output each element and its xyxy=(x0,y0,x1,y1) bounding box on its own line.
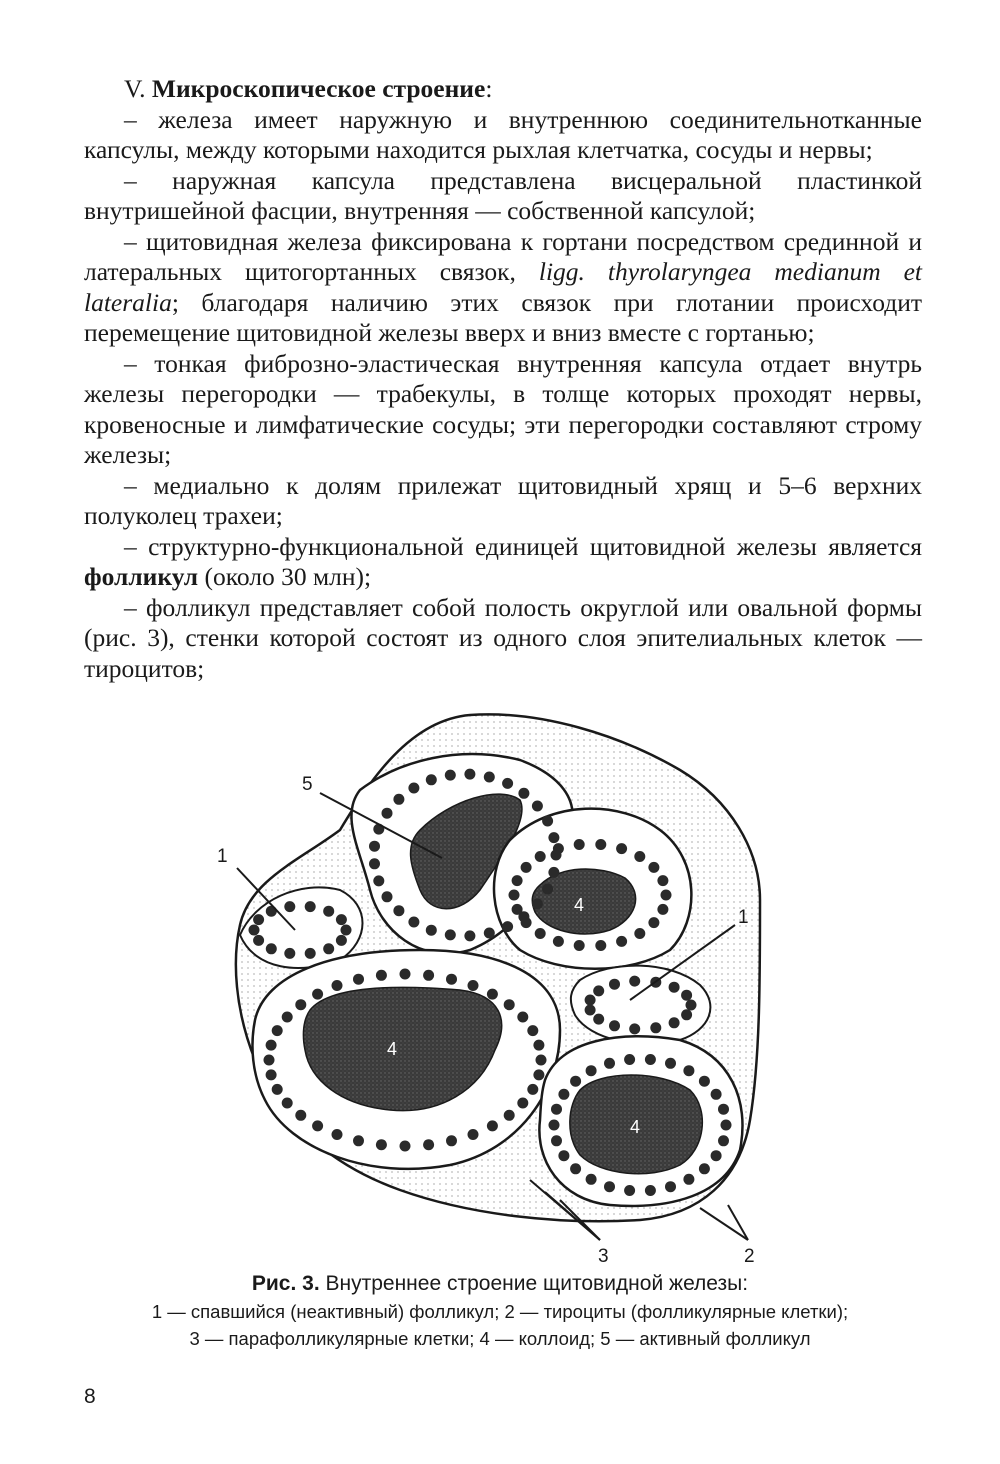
nucleus xyxy=(423,970,434,981)
nucleus xyxy=(312,1120,323,1131)
label-4-right: 4 xyxy=(630,1117,641,1137)
nucleus xyxy=(487,989,498,1000)
nucleus xyxy=(408,783,419,794)
nucleus xyxy=(509,890,520,901)
nucleus xyxy=(527,1025,538,1036)
nucleus xyxy=(593,985,604,996)
nucleus xyxy=(487,1120,498,1131)
nucleus xyxy=(616,936,627,947)
nucleus xyxy=(645,1185,656,1196)
nucleus xyxy=(609,979,620,990)
follicle-term: фолликул xyxy=(84,562,199,591)
nucleus xyxy=(585,1005,596,1016)
leader-2-a xyxy=(700,1208,748,1240)
caption-line-2: 3 — парафолликулярные клетки; 4 — коллоид; 5 — активный фолликул xyxy=(189,1328,811,1349)
nucleus xyxy=(536,1055,547,1066)
nucleus xyxy=(369,841,380,852)
nucleus xyxy=(249,925,260,936)
nucleus xyxy=(393,905,404,916)
nucleus xyxy=(502,921,513,932)
nucleus xyxy=(535,851,546,862)
nucleus xyxy=(634,928,645,939)
figure-caption xyxy=(40,1270,960,1352)
paragraph-6: – структурно-функциональной единицей щитовидной железы является фолликул (около 30 млн); xyxy=(84,531,922,591)
nucleus xyxy=(468,980,479,991)
nucleus xyxy=(535,928,546,939)
nucleus xyxy=(382,891,393,902)
paragraph-3: – щитовидная железа фиксирована к гортани посредством срединной и латеральных щитогортанных связок, ligg. thyrolaryngea medianum et lateralia; благодаря наличию этих связок при глотании происходит перемещение щитовидной железы вверх и вниз вместе с гортанью; xyxy=(84,226,922,347)
nucleus xyxy=(553,843,564,854)
nucleus xyxy=(336,914,347,925)
nucleus xyxy=(593,1014,604,1025)
nucleus xyxy=(532,801,543,812)
nucleus xyxy=(282,1012,293,1023)
nucleus xyxy=(558,1150,569,1161)
nucleus xyxy=(512,875,523,886)
nucleus xyxy=(464,930,475,941)
paragraph-4: – тонкая фиброзно-эластическая внутренняя капсула отдает внутрь железы перегородки — трабекулы, в толще которых проходят нервы, кровеносные и лимфатические сосуды; эти перегородки составляют строму железы; xyxy=(84,348,922,469)
nucleus xyxy=(445,770,456,781)
leader-2-b xyxy=(728,1205,748,1240)
nucleus xyxy=(484,772,495,783)
nucleus xyxy=(512,904,523,915)
nucleus xyxy=(284,948,295,959)
nucleus xyxy=(504,999,515,1010)
nucleus xyxy=(616,843,627,854)
nucleus xyxy=(382,808,393,819)
nucleus xyxy=(551,1104,562,1115)
paragraph-1: – железа имеет наружную и внутреннюю соединительнотканные капсулы, между которыми находится рыхлая клетчатка, сосуды и нервы; xyxy=(84,104,922,164)
paragraph-5: – медиально к долям прилежат щитовидный хрящ и 5–6 верхних полуколец трахеи; xyxy=(84,470,922,530)
nucleus xyxy=(661,890,672,901)
nucleus xyxy=(533,1040,544,1051)
nucleus xyxy=(558,1089,569,1100)
nucleus xyxy=(548,867,559,878)
nucleus xyxy=(464,769,475,780)
label-5: 5 xyxy=(302,774,313,795)
nucleus xyxy=(353,974,364,985)
nucleus xyxy=(518,788,529,799)
nucleus xyxy=(585,995,596,1006)
nucleus xyxy=(542,816,553,827)
label-4-left: 4 xyxy=(387,1039,398,1059)
nucleus xyxy=(282,1098,293,1109)
nucleus xyxy=(624,1054,635,1065)
nucleus xyxy=(295,999,306,1010)
nucleus xyxy=(574,940,585,951)
nucleus xyxy=(393,794,404,805)
nucleus xyxy=(445,929,456,940)
nucleus xyxy=(400,1141,411,1152)
nucleus xyxy=(527,1084,538,1095)
nucleus xyxy=(604,1058,615,1069)
nucleus xyxy=(629,976,640,987)
nucleus xyxy=(266,1069,277,1080)
nucleus xyxy=(553,936,564,947)
nucleus xyxy=(711,1150,722,1161)
nucleus xyxy=(272,1084,283,1095)
nucleus xyxy=(521,862,532,873)
paragraph-2: – наружная капсула представлена висцеральной пластинкой внутришейной фасции, внутренняя — собственной капсулой; xyxy=(84,165,922,225)
nucleus xyxy=(665,1058,676,1069)
nucleus xyxy=(323,906,334,917)
label-1-left: 1 xyxy=(217,846,228,867)
nucleus xyxy=(551,1135,562,1146)
nucleus xyxy=(517,1012,528,1023)
nucleus xyxy=(484,928,495,939)
nucleus xyxy=(699,1076,710,1087)
nucleus xyxy=(305,948,316,959)
nucleus xyxy=(669,1017,680,1028)
nucleus xyxy=(353,1135,364,1146)
nucleus xyxy=(574,839,585,850)
nucleus xyxy=(718,1135,729,1146)
label-4-top: 4 xyxy=(574,895,585,915)
nucleus xyxy=(400,969,411,980)
nucleus xyxy=(645,1054,656,1065)
section-heading-title: Микроскопическое строение xyxy=(151,74,486,103)
nucleus xyxy=(595,839,606,850)
nucleus xyxy=(376,970,387,981)
nucleus xyxy=(521,917,532,928)
nucleus xyxy=(648,917,659,928)
nucleus xyxy=(376,1139,387,1150)
nucleus xyxy=(426,925,437,936)
nucleus xyxy=(295,1110,306,1121)
nucleus xyxy=(373,875,384,886)
nucleus xyxy=(681,990,692,1001)
nucleus xyxy=(532,899,543,910)
section-heading: V. Микроскопическое строение: xyxy=(124,74,493,103)
label-3: 3 xyxy=(598,1246,609,1267)
nucleus xyxy=(369,858,380,869)
nucleus xyxy=(683,1174,694,1185)
nucleus xyxy=(586,1065,597,1076)
nucleus xyxy=(699,1163,710,1174)
nucleus xyxy=(408,917,419,928)
nucleus xyxy=(341,925,352,936)
caption-prefix: Рис. 3. xyxy=(251,1272,320,1295)
label-2: 2 xyxy=(744,1246,755,1267)
caption-line-1: 1 — спавшийся (неактивный) фолликул; 2 — тироциты (фолликулярные клетки); xyxy=(151,1301,849,1322)
nucleus xyxy=(533,1069,544,1080)
nucleus xyxy=(683,1065,694,1076)
nucleus xyxy=(253,914,264,925)
latin-term: ligg. thyrolaryngea medianum et lateralia xyxy=(84,257,922,317)
nucleus xyxy=(629,1023,640,1034)
page-number: 8 xyxy=(84,1385,96,1408)
paragraph-7: – фолликул представляет собой полость округлой или овальной формы (рис. 3), стенки которой состоят из одного слоя эпителиальных клеток — тироцитов; xyxy=(84,592,922,683)
nucleus xyxy=(266,1040,277,1051)
nucleus xyxy=(570,1163,581,1174)
nucleus xyxy=(284,901,295,912)
nucleus xyxy=(609,1020,620,1031)
nucleus xyxy=(502,778,513,789)
nucleus xyxy=(665,1181,676,1192)
nucleus xyxy=(305,901,316,912)
nucleus xyxy=(657,904,668,915)
nucleus xyxy=(657,875,668,886)
nucleus xyxy=(650,1022,661,1033)
nucleus xyxy=(711,1089,722,1100)
nucleus xyxy=(586,1174,597,1185)
nucleus xyxy=(446,1135,457,1146)
nucleus xyxy=(542,884,553,895)
nucleus xyxy=(595,940,606,951)
nucleus xyxy=(423,1139,434,1150)
nucleus xyxy=(332,1129,343,1140)
label-1-right: 1 xyxy=(738,907,749,928)
nucleus xyxy=(426,774,437,785)
nucleus xyxy=(548,832,559,843)
nucleus xyxy=(604,1181,615,1192)
nucleus xyxy=(669,982,680,993)
nucleus xyxy=(504,1110,515,1121)
nucleus xyxy=(634,851,645,862)
nucleus xyxy=(253,935,264,946)
nucleus xyxy=(624,1185,635,1196)
nucleus xyxy=(323,943,334,954)
nucleus xyxy=(332,980,343,991)
nucleus xyxy=(517,1098,528,1109)
nucleus xyxy=(446,974,457,985)
nucleus xyxy=(721,1120,732,1131)
nucleus xyxy=(336,935,347,946)
nucleus xyxy=(681,1009,692,1020)
caption-title: Рис. 3. Внутреннее строение щитовидной железы: xyxy=(251,1272,749,1295)
nucleus xyxy=(686,1000,697,1011)
nucleus xyxy=(266,943,277,954)
nucleus xyxy=(468,1129,479,1140)
nucleus xyxy=(272,1025,283,1036)
nucleus xyxy=(570,1076,581,1087)
nucleus xyxy=(312,989,323,1000)
nucleus xyxy=(648,862,659,873)
nucleus xyxy=(264,1055,275,1066)
nucleus xyxy=(718,1104,729,1115)
nucleus xyxy=(549,1120,560,1131)
